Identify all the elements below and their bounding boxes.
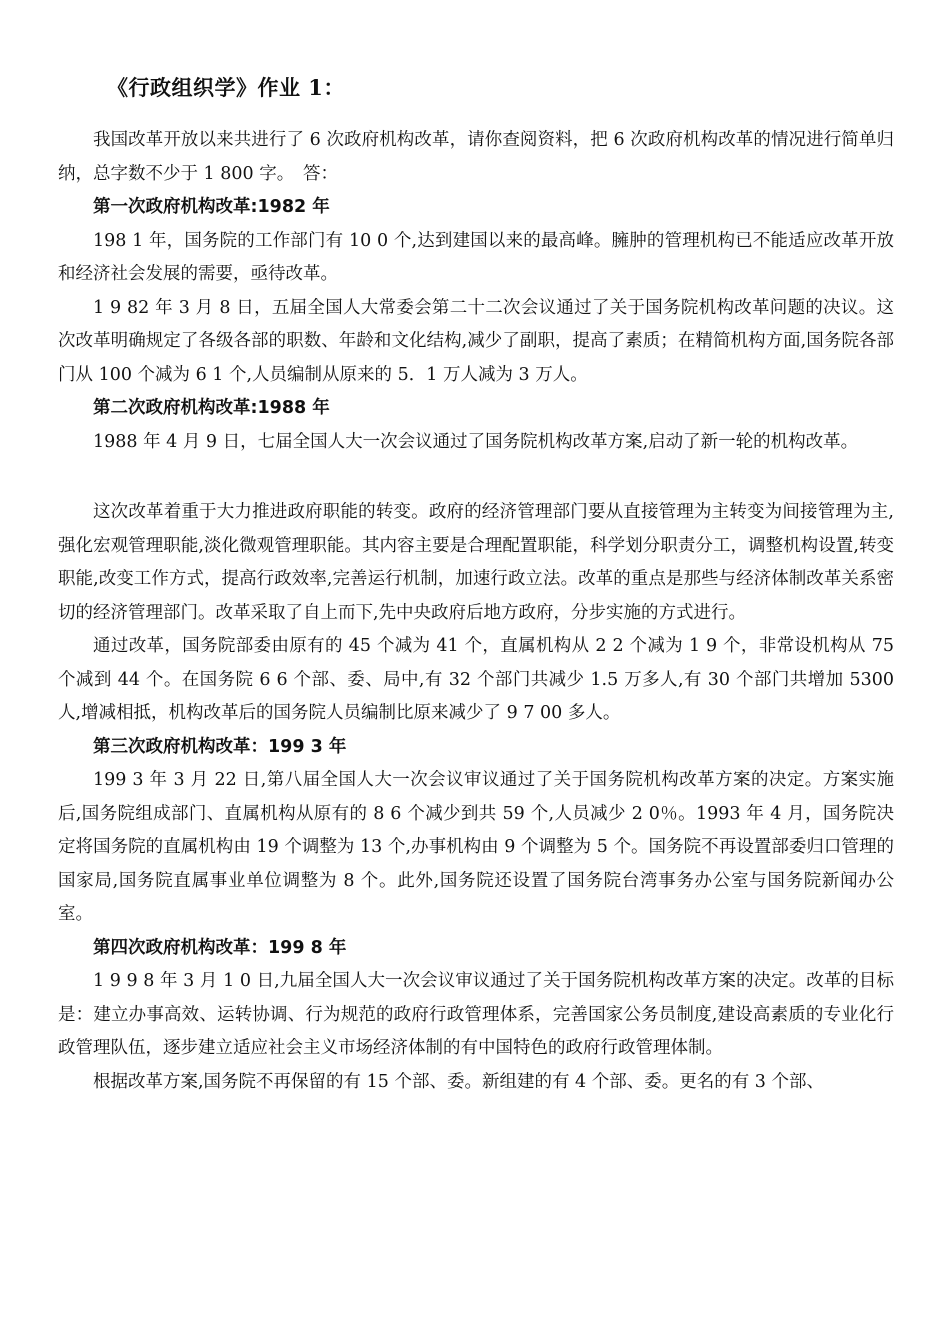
paragraph-1982-reform: 1 9 82 年 3 月 8 日，五届全国人大常委会第二十二次会议通过了关于国务院机构改革问题的决议。这次改革明确规定了各级各部的职数、年龄和文化结构,减少了副职，提高了素质；在精简机构方面,国务院各部门从 100 个减为 6 1 个,人员编制从原来的 5．1 万人减为 3 万人。 [58, 297, 894, 385]
paragraph-1988-results: 通过改革，国务院部委由原有的 45 个减为 41 个，直属机构从 2 2 个减为 1 9 个，非常设机构从 75 个减到 44 个。在国务院 6 6 个部、委、局中,有 32 个部门共减少 1.5 万多人,有 30 个部门共增加 5300 人,增减相抵，机构改革后的国务院人员编制比原来减少了 9 7 00 多人。 [58, 636, 894, 723]
document-body [58, 124, 894, 1099]
paragraph-1981-background: 198 1 年，国务院的工作部门有 10 0 个,达到建国以来的最高峰。臃肿的管理机构已不能适应改革开放和经济社会发展的需要，亟待改革。 [58, 230, 894, 284]
section-heading-1988: 第二次政府机构改革:1988 年 [93, 398, 330, 418]
paragraph-1993-reform: 199 3 年 3 月 22 日,第八届全国人大一次会议审议通过了关于国务院机构改革方案的决定。方案实施后,国务院组成部门、直属机构从原有的 8 6 个减少到共 59 个,人员减少 2 0％。1993 年 4 月，国务院决定将国务院的直属机构由 19 个调整为 13 个,办事机构由 9 个调整为 5 个。国务院不再设置部委归口管理的国家局,国务院直属事业单位调整为 8 个。此外,国务院还设置了国务院台湾事务办公室与国务院新闻办公室。 [58, 770, 894, 924]
document-title: 《行政组织学》作业 1： [107, 75, 345, 100]
section-heading-1982: 第一次政府机构改革:1982 年 [93, 197, 330, 217]
paragraph-1998-plan: 根据改革方案,国务院不再保留的有 15 个部、委。新组建的有 4 个部、委。更名的有 3 个部、 [93, 1071, 824, 1092]
section-heading-1998: 第四次政府机构改革：199 8 年 [93, 937, 347, 958]
assignment-question: 我国改革开放以来共进行了 6 次政府机构改革，请你查阅资料，把 6 次政府机构改革的情况进行简单归纳，总字数不少于 1 800 字。 答： [58, 130, 894, 184]
section-heading-1993: 第三次政府机构改革：199 3 年 [93, 736, 347, 757]
paragraph-gap [58, 459, 894, 496]
paragraph-1988-meeting: 1988 年 4 月 9 日，七届全国人大一次会议通过了国务院机构改革方案,启动了新一轮的机构改革。 [93, 431, 859, 452]
paragraph-1988-focus: 这次改革着重于大力推进政府职能的转变。政府的经济管理部门要从直接管理为主转变为间接管理为主,强化宏观管理职能,淡化微观管理职能。其内容主要是合理配置职能，科学划分职责分工，调整机构设置,转变职能,改变工作方式，提高行政效率,完善运行机制，加速行政立法。改革的重点是那些与经济体制改革关系密切的经济管理部门。改革采取了自上而下,先中央政府后地方政府，分步实施的方式进行。 [58, 502, 894, 623]
paragraph-1998-reform: 1 9 9 8 年 3 月 1 0 日,九届全国人大一次会议审议通过了关于国务院机构改革方案的决定。改革的目标是：建立办事高效、运转协调、行为规范的政府行政管理体系，完善国家公务员制度,建设高素质的专业化行政管理队伍，逐步建立适应社会主义市场经济体制的有中国特色的政府行政管理体制。 [58, 971, 894, 1058]
